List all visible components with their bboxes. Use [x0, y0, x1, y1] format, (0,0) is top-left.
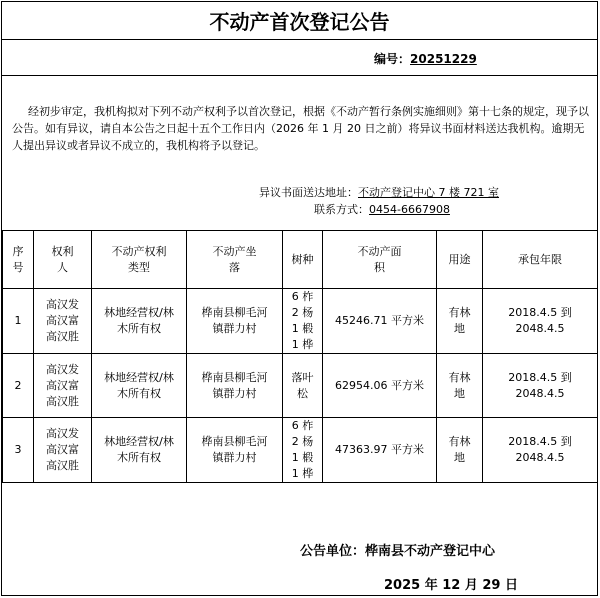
cell-right-type: 林地经营权/林木所有权 — [92, 418, 187, 483]
notice-number — [374, 50, 477, 67]
table-row — [3, 289, 598, 354]
objection-address-value: 不动产登记中心 7 楼 721 室 — [358, 186, 499, 199]
cell-species: 6 柞 2 杨 1 椴 1 桦 — [283, 418, 323, 483]
cell-right-type: 林地经营权/林木所有权 — [92, 354, 187, 418]
cell-term: 2018.4.5 到 2048.4.5 — [483, 354, 598, 418]
table-header-row — [3, 231, 598, 289]
col-header-species: 树种 — [283, 231, 323, 289]
issue-date: 2025 年 12 月 29 日 — [384, 578, 518, 593]
contact — [314, 201, 450, 217]
col-header-term: 承包年限 — [483, 231, 598, 289]
col-header-no: 序号 — [3, 231, 34, 289]
cell-owners: 高汉发 高汉富 高汉胜 — [34, 289, 92, 354]
notice-number-value: 20251229 — [410, 52, 477, 66]
cell-use: 有林地 — [437, 289, 483, 354]
objection-address — [259, 184, 499, 200]
notice-number-label: 编号： — [374, 52, 411, 66]
number-row — [2, 40, 597, 76]
cell-no: 3 — [3, 418, 34, 483]
col-header-use: 用途 — [437, 231, 483, 289]
objection-address-label: 异议书面送达地址： — [259, 186, 358, 199]
page-title: 不动产首次登记公告 — [2, 2, 597, 40]
cell-no: 2 — [3, 354, 34, 418]
cell-use: 有林地 — [437, 418, 483, 483]
notice-document — [1, 1, 598, 596]
cell-area: 62954.06 平方米 — [323, 354, 437, 418]
notice-body: 经初步审定，我机构拟对下列不动产权利予以首次登记，根据《不动产暂行条例实施细则》第十七条的规定，现予以公告。如有异议，请自本公告之日起十五个工作日内（2026 年 1 月 20 日之前）将异议书面材料送达我机构。逾期无人提出异议或者异议不成立的，我机构将予以登记。 — [12, 105, 589, 152]
col-header-right-type: 不动产权利类型 — [92, 231, 187, 289]
cell-right-type: 林地经营权/林木所有权 — [92, 289, 187, 354]
issuer-name: 桦南县不动产登记中心 — [365, 544, 496, 559]
cell-species: 6 柞 2 杨 1 椴 1 桦 — [283, 289, 323, 354]
cell-owners: 高汉发 高汉富 高汉胜 — [34, 354, 92, 418]
cell-owners: 高汉发 高汉富 高汉胜 — [34, 418, 92, 483]
cell-location: 桦南县柳毛河镇群力村 — [187, 418, 283, 483]
cell-no: 1 — [3, 289, 34, 354]
cell-area: 47363.97 平方米 — [323, 418, 437, 483]
contact-value: 0454-6667908 — [369, 203, 450, 216]
cell-area: 45246.71 平方米 — [323, 289, 437, 354]
cell-term: 2018.4.5 到 2048.4.5 — [483, 418, 598, 483]
cell-use: 有林地 — [437, 354, 483, 418]
col-header-area: 不动产面积 — [323, 231, 437, 289]
contact-label: 联系方式： — [314, 203, 369, 216]
registration-table — [2, 230, 598, 483]
table-row — [3, 418, 598, 483]
cell-location: 桦南县柳毛河镇群力村 — [187, 289, 283, 354]
col-header-owner: 权利人 — [34, 231, 92, 289]
issuer-label: 公告单位： — [300, 544, 366, 559]
cell-location: 桦南县柳毛河镇群力村 — [187, 354, 283, 418]
issuer — [300, 540, 495, 559]
col-header-location: 不动产坐落 — [187, 231, 283, 289]
cell-term: 2018.4.5 到 2048.4.5 — [483, 289, 598, 354]
cell-species: 落叶松 — [283, 354, 323, 418]
table-row — [3, 354, 598, 418]
